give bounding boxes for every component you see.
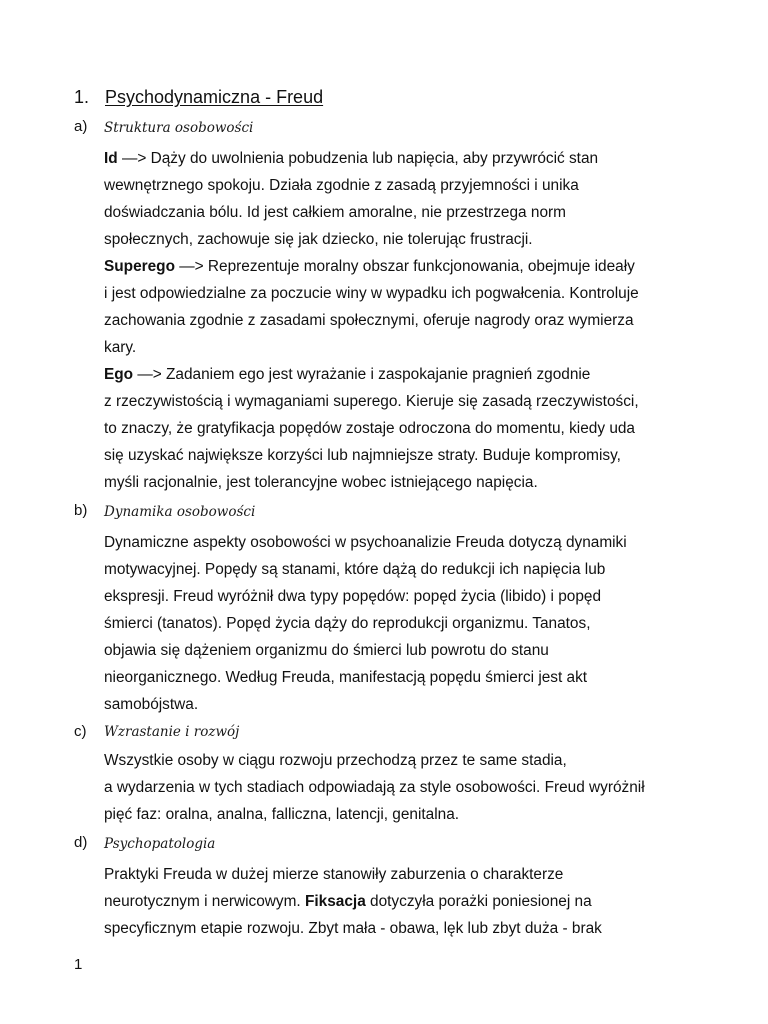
term-fiksacja: Fiksacja: [305, 893, 366, 910]
subsection-marker-c: c): [74, 723, 87, 740]
paragraph-line: Id —> Dąży do uwolnienia pobudzenia lub napięcia, aby przywrócić stan: [104, 150, 599, 167]
paragraph-line: zachowania zgodnie z zasadami społecznymi, oferuje nagrody oraz wymierza: [104, 312, 634, 329]
page-number: 1: [74, 956, 83, 973]
paragraph-line: objawia się dążeniem organizmu do śmierci lub powrotu do stanu: [104, 642, 549, 659]
paragraph-line: samobójstwa.: [104, 696, 199, 713]
paragraph-line: i jest odpowiedzialne za poczucie winy w wypadku ich pogwałcenia. Kontroluje: [104, 285, 639, 302]
paragraph-line: a wydarzenia w tych stadiach odpowiadają za style osobowości. Freud wyróżnił: [104, 779, 645, 796]
subsection-marker-a: a): [74, 118, 88, 135]
term-superego: Superego: [104, 258, 175, 275]
paragraph-line: się uzyskać największe korzyści lub najmniejsze straty. Buduje kompromisy,: [104, 447, 621, 464]
paragraph-line: społecznych, zachowuje się jak dziecko, nie tolerując frustracji.: [104, 231, 533, 248]
paragraph-line: śmierci (tanatos). Popęd życia dąży do reprodukcji organizmu. Tanatos,: [104, 615, 591, 632]
paragraph-line: Praktyki Freuda w dużej mierze stanowiły zaburzenia o charakterze: [104, 866, 564, 883]
heading-number: 1.: [74, 87, 90, 107]
paragraph-line: myśli racjonalnie, jest tolerancyjne wobec istniejącego napięcia.: [104, 474, 538, 491]
paragraph-line: to znaczy, że gratyfikacja popędów zostaje odroczona do momentu, kiedy uda: [104, 420, 635, 437]
paragraph-line: Wszystkie osoby w ciągu rozwoju przechodzą przez te same stadia,: [104, 752, 567, 769]
heading-title: Psychodynamiczna - Freud: [105, 87, 324, 107]
subsection-marker-b: b): [74, 502, 88, 519]
paragraph-line: Superego —> Reprezentuje moralny obszar funkcjonowania, obejmuje ideały: [104, 258, 635, 275]
paragraph-line: Ego —> Zadaniem ego jest wyrażanie i zaspokajanie pragnień zgodnie: [104, 366, 591, 383]
paragraph-id: [104, 145, 704, 496]
paragraph-line: z rzeczywistością i wymaganiami superego. Kieruje się zasadą rzeczywistości,: [104, 393, 639, 410]
paragraph-line: motywacyjnej. Popędy są stanami, które dążą do redukcji ich napięcia lub: [104, 561, 606, 578]
paragraph-line: neurotycznym i nerwicowym. Fiksacja dotyczyła porażki poniesionej na: [104, 893, 592, 910]
subsection-title-c: Wzrastanie i rozwój: [104, 724, 240, 740]
paragraph-dynamika: [104, 529, 704, 718]
subsection-title-b: Dynamika osobowości: [104, 504, 256, 520]
term-ego: Ego: [104, 366, 134, 383]
subsection-marker-d: d): [74, 834, 88, 851]
paragraph-wzrastanie: [104, 747, 704, 828]
paragraph-line: pięć faz: oralna, analna, falliczna, latencji, genitalna.: [104, 806, 460, 823]
paragraph-line: nieorganicznego. Według Freuda, manifestacją popędu śmierci jest akt: [104, 669, 588, 686]
paragraph-line: specyficznym etapie rozwoju. Zbyt mała - obawa, lęk lub zbyt duża - brak: [104, 920, 602, 937]
paragraph-line: kary.: [104, 339, 137, 356]
paragraph-line: Dynamiczne aspekty osobowości w psychoanalizie Freuda dotyczą dynamiki: [104, 534, 627, 551]
paragraph-line: doświadczania bólu. Id jest całkiem amoralne, nie przestrzega norm: [104, 204, 566, 221]
paragraph-psychopatologia: [104, 861, 704, 942]
term-id: Id: [104, 150, 118, 167]
subsection-title-d: Psychopatologia: [104, 836, 216, 852]
section-heading: [74, 85, 323, 109]
subsection-title-a: Struktura osobowości: [104, 120, 254, 136]
paragraph-line: ekspresji. Freud wyróżnił dwa typy popędów: popęd życia (libido) i popęd: [104, 588, 602, 605]
paragraph-line: wewnętrznego spokoju. Działa zgodnie z zasadą przyjemności i unika: [104, 177, 579, 194]
